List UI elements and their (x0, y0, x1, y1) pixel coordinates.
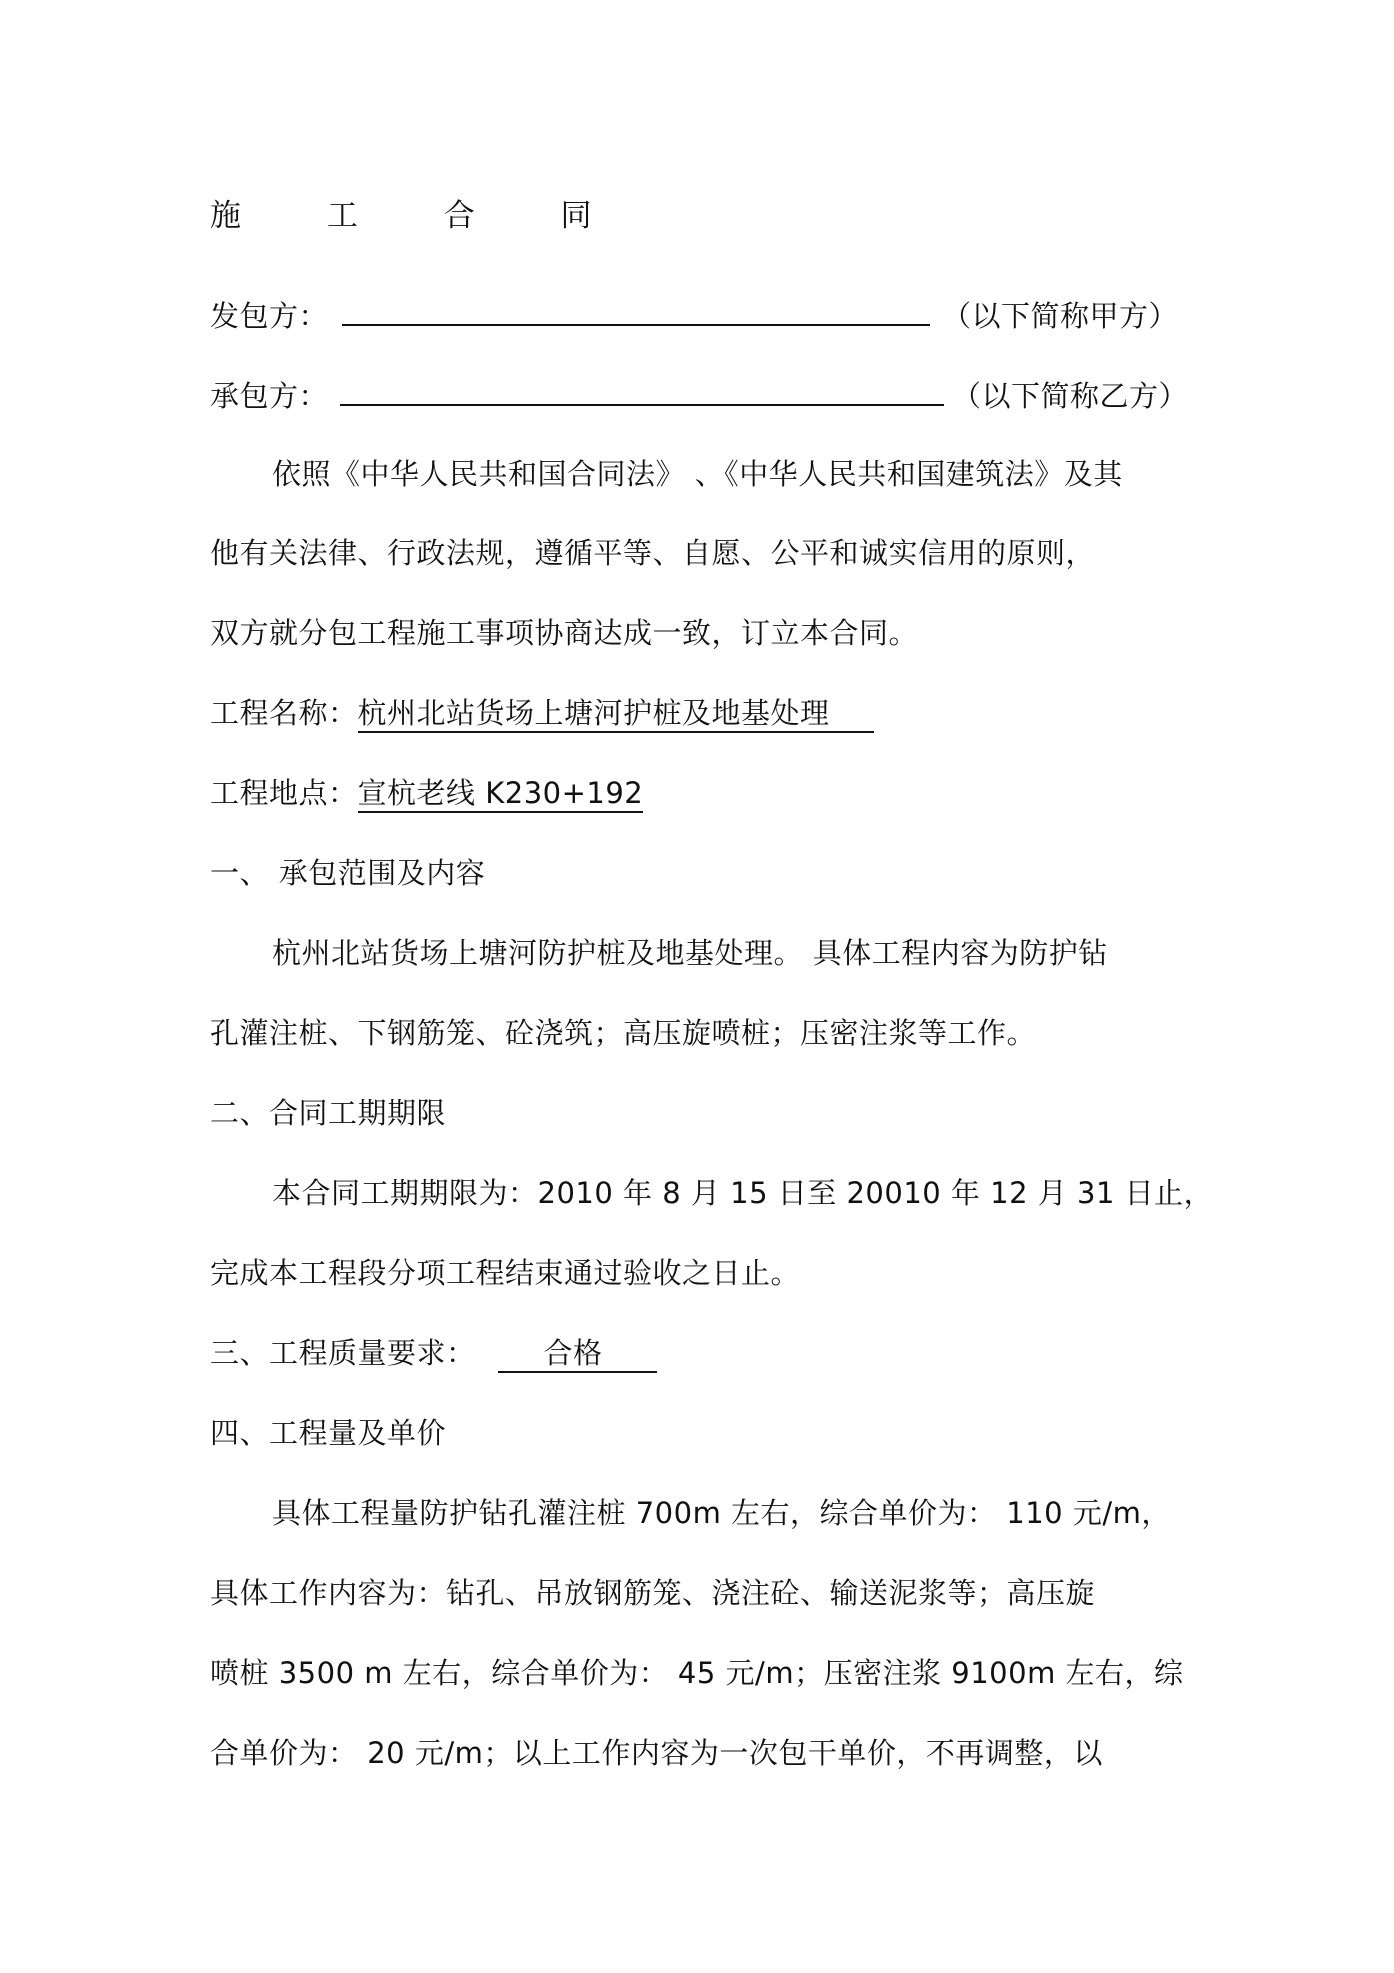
party-b-suffix: （以下简称乙方） (952, 379, 1189, 413)
project-location-line (210, 773, 643, 813)
party-a-label: 发包方： (210, 299, 329, 333)
section-1-line-2: 孔灌注桩、下钢筋笼、砼浇筑；高压旋喷桩；压密注浆等工作。 (210, 1016, 1037, 1050)
party-a-line (210, 294, 1178, 336)
section-1-heading: 一、 承包范围及内容 (210, 856, 486, 890)
party-a-suffix: （以下简称甲方） (942, 299, 1179, 333)
intro-line-2: 他有关法律、行政法规，遵循平等、自愿、公平和诚实信用的原则， (210, 536, 1096, 570)
section-4-line-4: 合单价为： 20 元/m；以上工作内容为一次包干单价，不再调整，以 (210, 1736, 1103, 1770)
section-1-line-1: 杭州北站货场上塘河防护桩及地基处理。 具体工程内容为防护钻 (272, 936, 1108, 970)
project-name-line (210, 693, 874, 733)
document-title: 施 工 合 同 (210, 198, 630, 234)
section-2-line-1: 本合同工期期限为：2010 年 8 月 15 日至 20010 年 12 月 31 日止， (272, 1176, 1214, 1210)
party-a-blank[interactable] (342, 294, 930, 326)
section-4-line-2: 具体工作内容为：钻孔、吊放钢筋笼、浇注砼、输送泥浆等；高压旋 (210, 1576, 1096, 1610)
project-name-label: 工程名称： (210, 696, 358, 730)
section-4-line-3: 喷桩 3500 m 左右，综合单价为： 45 元/m；压密注浆 9100m 左右，综 (210, 1656, 1184, 1690)
section-4-line-1: 具体工程量防护钻孔灌注桩 700m 左右，综合单价为： 110 元/m， (272, 1496, 1171, 1530)
party-b-line (210, 374, 1188, 416)
section-4-heading: 四、工程量及单价 (210, 1416, 447, 1450)
section-3-value: 合格 (498, 1336, 657, 1373)
section-3-label: 三、工程质量要求： (210, 1336, 476, 1370)
project-name-value: 杭州北站货场上塘河护桩及地基处理 (358, 696, 874, 733)
intro-line-3: 双方就分包工程施工事项协商达成一致，订立本合同。 (210, 616, 919, 650)
party-b-blank[interactable] (340, 374, 944, 406)
party-b-label: 承包方： (210, 379, 329, 413)
project-location-label: 工程地点： (210, 776, 358, 810)
project-location-value: 宣杭老线 K230+192 (358, 776, 644, 813)
intro-line-1: 依照《中华人民共和国合同法》 、《中华人民共和国建筑法》及其 (272, 457, 1123, 491)
section-2-heading: 二、合同工期期限 (210, 1096, 447, 1130)
section-2-line-2: 完成本工程段分项工程结束通过验收之日止。 (210, 1256, 801, 1290)
section-3-line (210, 1333, 657, 1373)
